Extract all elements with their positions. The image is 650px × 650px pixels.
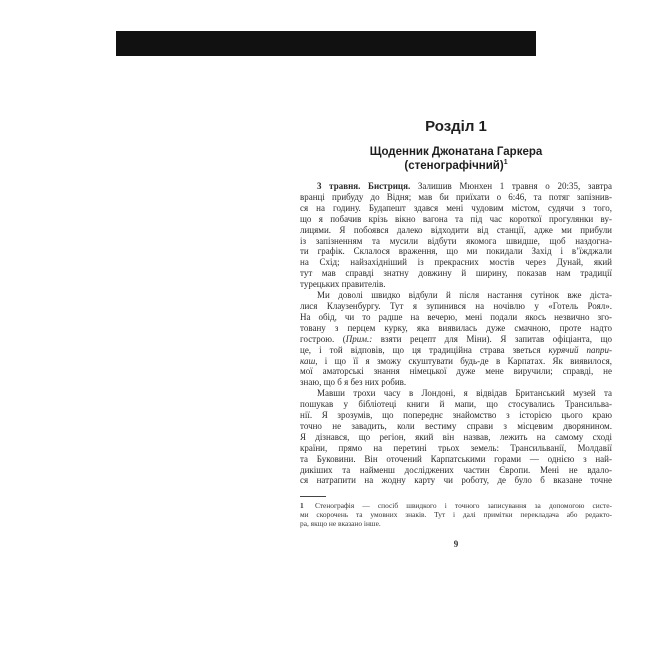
body-line: Мавши трохи часу в Лондоні, я відвідав Британський музей та [317, 388, 612, 399]
footnote-line: ра, якщо не вказано інше. [300, 518, 381, 528]
footnote-marker: 1 [300, 501, 304, 511]
diary-subtitle-line1: Щоденник Джонатана Гаркера [369, 146, 543, 158]
body-line: товану з перцем курку, яка виявилась дуже смачною, проте надто [300, 322, 612, 333]
diary-subtitle-line2 [300, 160, 612, 174]
body-line: що я побачив крізь вікно вагона та під час короткої прогулянки ву- [300, 213, 612, 224]
body-line: 3 травня. Бистриця. Залишив Мюнхен 1 травня о 20:35, завтра [317, 181, 613, 191]
body-line: точно не завадить, коли вестиму справи з місцевим дворянином. [300, 420, 612, 431]
body-line: турецьких правителів. [300, 279, 386, 290]
body-line: на Схід; найзахідніший із прекрасних мостів через Дунай, який [300, 257, 612, 268]
body-line: пошукав у бібліотеці книги й мапи, що стосувались Трансильва- [300, 399, 612, 410]
body-line: ти графік. Склалося враження, що ми покидали Захід і в’їжджали [300, 246, 612, 257]
body-line: Я дізнався, що регіон, який він назвав, лежить на самому сході [300, 431, 612, 442]
page-number: 9 [453, 538, 459, 549]
footnote-separator-rule [300, 496, 326, 497]
body-text [300, 181, 612, 486]
body-line: нії. Я зрозумів, що попереднє знайомство з історією цього краю [300, 410, 612, 421]
body-line: ся натрапити на жодну карту чи роботу, де було б вказане точне [300, 475, 612, 486]
footnote-reference: 1 [503, 158, 508, 166]
body-line: це, і той відповів, що ця традиційна страва зветься курячий папри- [300, 344, 612, 355]
body-line: та Буковини. Він оточений Карпатськими горами — однією з най- [300, 453, 612, 464]
footnote-lines [300, 502, 612, 528]
chapter-title: Розділ 1 [425, 118, 487, 135]
body-line: із запізненням та мусили відбути якомога швидше, щоб наздогна- [300, 235, 612, 246]
body-line: дикіших та найменш досліджених частин Європи. Мені не вдало- [300, 464, 612, 475]
body-line: ся на годину. Будапешт здався мені чудовим містом, судячи з того, [300, 202, 612, 213]
footnote-line: ми скорочень та умовних знаків. Тут і далі примітки перекладача або редакто- [300, 510, 612, 520]
body-line: На обід, чи то радше на вечерю, мені подали якось незвично зго- [300, 311, 612, 322]
body-line: країни, прямо на перетині трьох земель: Трансильванії, Молдавії [300, 442, 612, 453]
body-line: лися Клаузенбургу. Тут я зупинився на ночівлю у «Готель Роял». [300, 300, 612, 311]
body-line: вранці прибуду до Відня; мав би приїхати о 6:46, та потяг запізнив- [300, 191, 612, 202]
body-line: Ми доволі швидко відбули й після настання сутінок вже діста- [317, 290, 612, 301]
footnote-line: 1 Стенографія — спосіб швидкого і точного записування за допомогою систе- [300, 501, 612, 511]
body-line: каш, і що її я зможу скуштувати будь-де в Карпатах. Як виявилося, [300, 355, 612, 366]
book-page [300, 118, 612, 549]
body-line: мої аматорські знання німецької дуже мене виручили; справді, не [300, 366, 612, 377]
body-line: гострою. (Прим.: взяти рецепт для Міни). Я запитав офіціанта, що [300, 333, 612, 344]
body-line: знаю, що б я без них робив. [300, 377, 407, 388]
diary-subtitle-line2-text: (стенографічний) [404, 159, 504, 172]
body-line: тут мав справді знатну довжину й ширину, показав нам традиції [300, 268, 612, 279]
body-line: лицями. Я побоявся далеко відходити від станції, адже ми прибули [300, 224, 612, 235]
top-dark-bar [116, 31, 536, 56]
